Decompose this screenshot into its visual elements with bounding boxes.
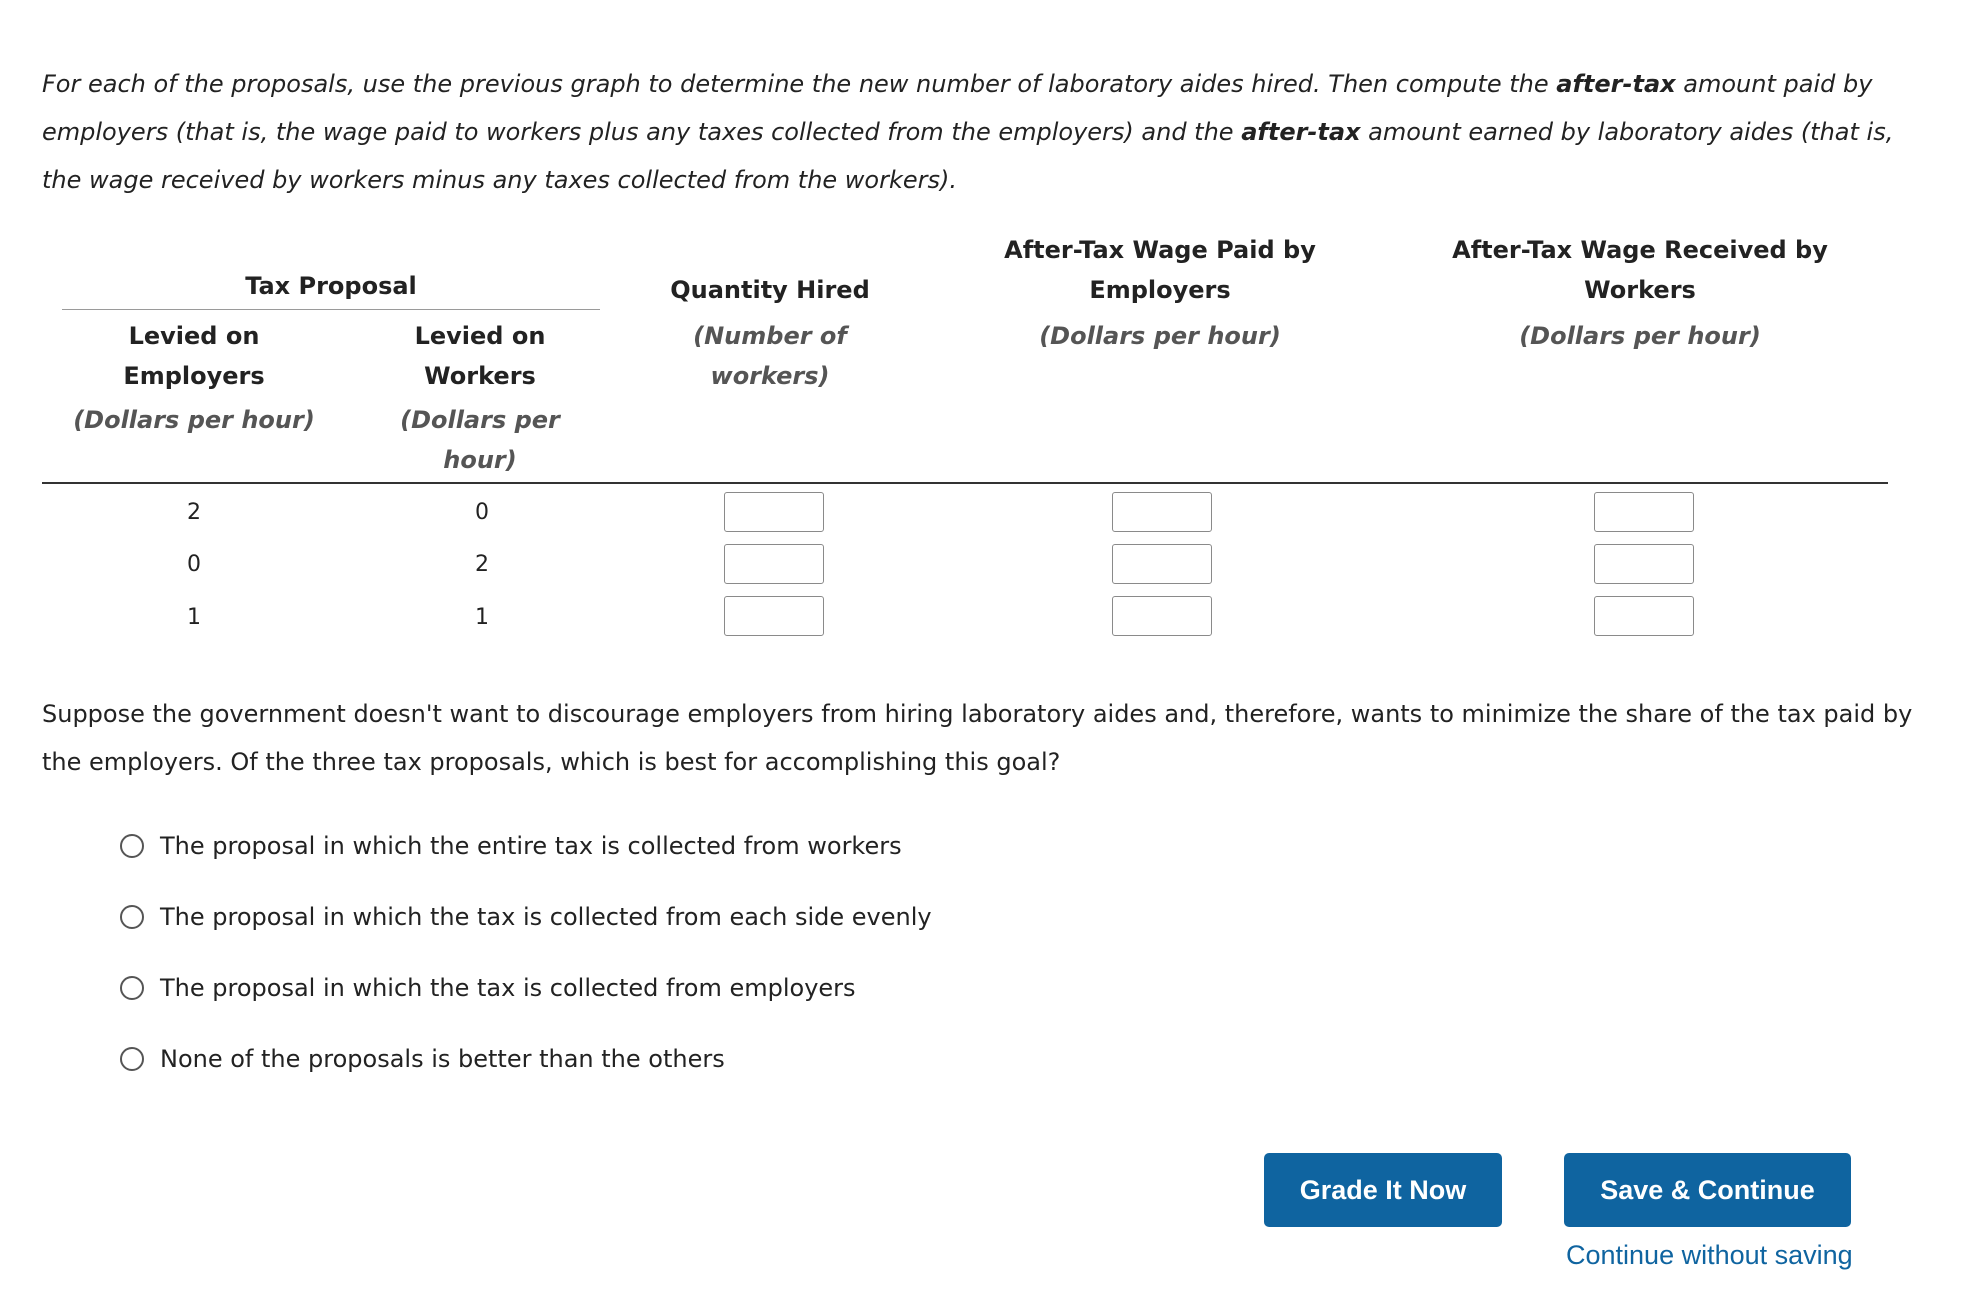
question-text: Suppose the government doesn't want to discourage employers from hiring laboratory aides and, therefore, wants to minimize the share of the tax paid by the employers. Of the three tax proposals, which is best for accomplishing this goal?: [42, 700, 1913, 776]
radio-button[interactable]: [120, 905, 144, 929]
option-label: The proposal in which the tax is collected from each side evenly: [160, 903, 932, 931]
tax-proposal-divider: [62, 309, 600, 310]
save-continue-button[interactable]: Save & Continue: [1564, 1153, 1851, 1227]
intro-text-2: amount paid by employers (that is, the wage paid to workers plus any taxes collected from the employers) and the: [42, 70, 1873, 146]
wage-received-input[interactable]: [1594, 492, 1694, 532]
wage-paid-header-line1: After-Tax Wage Paid by: [1004, 236, 1316, 264]
option-label: None of the proposals is better than the others: [160, 1045, 725, 1073]
wage-paid-unit: (Dollars per hour): [1039, 322, 1281, 350]
radio-button[interactable]: [120, 976, 144, 1000]
levied-workers-unit-line2: hour): [443, 446, 517, 474]
levied-workers-unit-line1: (Dollars per: [400, 406, 560, 434]
levied-workers-value: 2: [475, 552, 489, 577]
levied-employers-header-line1: Levied on: [128, 322, 260, 350]
wage-received-header-line2: Workers: [1584, 276, 1696, 304]
intro-bold-after-tax-1: after-tax: [1556, 70, 1676, 98]
wage-received-input[interactable]: [1594, 596, 1694, 636]
levied-employers-value: 1: [187, 605, 201, 630]
option-none[interactable]: [120, 1039, 725, 1079]
levied-workers-value: 0: [475, 500, 489, 525]
wage-received-unit: (Dollars per hour): [1519, 322, 1761, 350]
option-label: The proposal in which the tax is collected from employers: [160, 974, 856, 1002]
wage-paid-input[interactable]: [1112, 492, 1212, 532]
intro-text-1: For each of the proposals, use the previous graph to determine the new number of laboratory aides hired. Then compute the: [42, 70, 1557, 98]
radio-button[interactable]: [120, 1047, 144, 1071]
wage-received-input[interactable]: [1594, 544, 1694, 584]
levied-workers-header-line2: Workers: [424, 362, 536, 390]
intro-text-3: amount earned by laboratory aides (that is, the wage received by workers minus any taxes collected from the workers).: [42, 118, 1894, 194]
levied-employers-unit: (Dollars per hour): [73, 406, 315, 434]
levied-employers-value: 2: [187, 500, 201, 525]
levied-workers-header-line1: Levied on: [414, 322, 546, 350]
quantity-hired-unit-line1: (Number of: [693, 322, 847, 350]
option-label: The proposal in which the entire tax is collected from workers: [160, 832, 902, 860]
radio-button[interactable]: [120, 834, 144, 858]
wage-received-header-line1: After-Tax Wage Received by: [1452, 236, 1828, 264]
wage-paid-header-line2: Employers: [1089, 276, 1231, 304]
levied-employers-value: 0: [187, 552, 201, 577]
quantity-hired-input[interactable]: [724, 596, 824, 636]
quantity-hired-unit-line2: workers): [710, 362, 830, 390]
quantity-hired-input[interactable]: [724, 544, 824, 584]
levied-workers-value: 1: [475, 605, 489, 630]
quantity-hired-input[interactable]: [724, 492, 824, 532]
option-evenly[interactable]: [120, 897, 932, 937]
wage-paid-input[interactable]: [1112, 544, 1212, 584]
continue-without-saving-link[interactable]: Continue without saving: [1566, 1240, 1853, 1270]
option-employers[interactable]: [120, 968, 856, 1008]
table-header-rule: [42, 482, 1888, 484]
tax-proposal-header: Tax Proposal: [245, 272, 417, 300]
option-workers[interactable]: [120, 826, 902, 866]
levied-employers-header-line2: Employers: [123, 362, 265, 390]
intro-bold-after-tax-2: after-tax: [1241, 118, 1361, 146]
grade-it-now-button[interactable]: Grade It Now: [1264, 1153, 1502, 1227]
wage-paid-input[interactable]: [1112, 596, 1212, 636]
quantity-hired-header: Quantity Hired: [670, 276, 870, 304]
